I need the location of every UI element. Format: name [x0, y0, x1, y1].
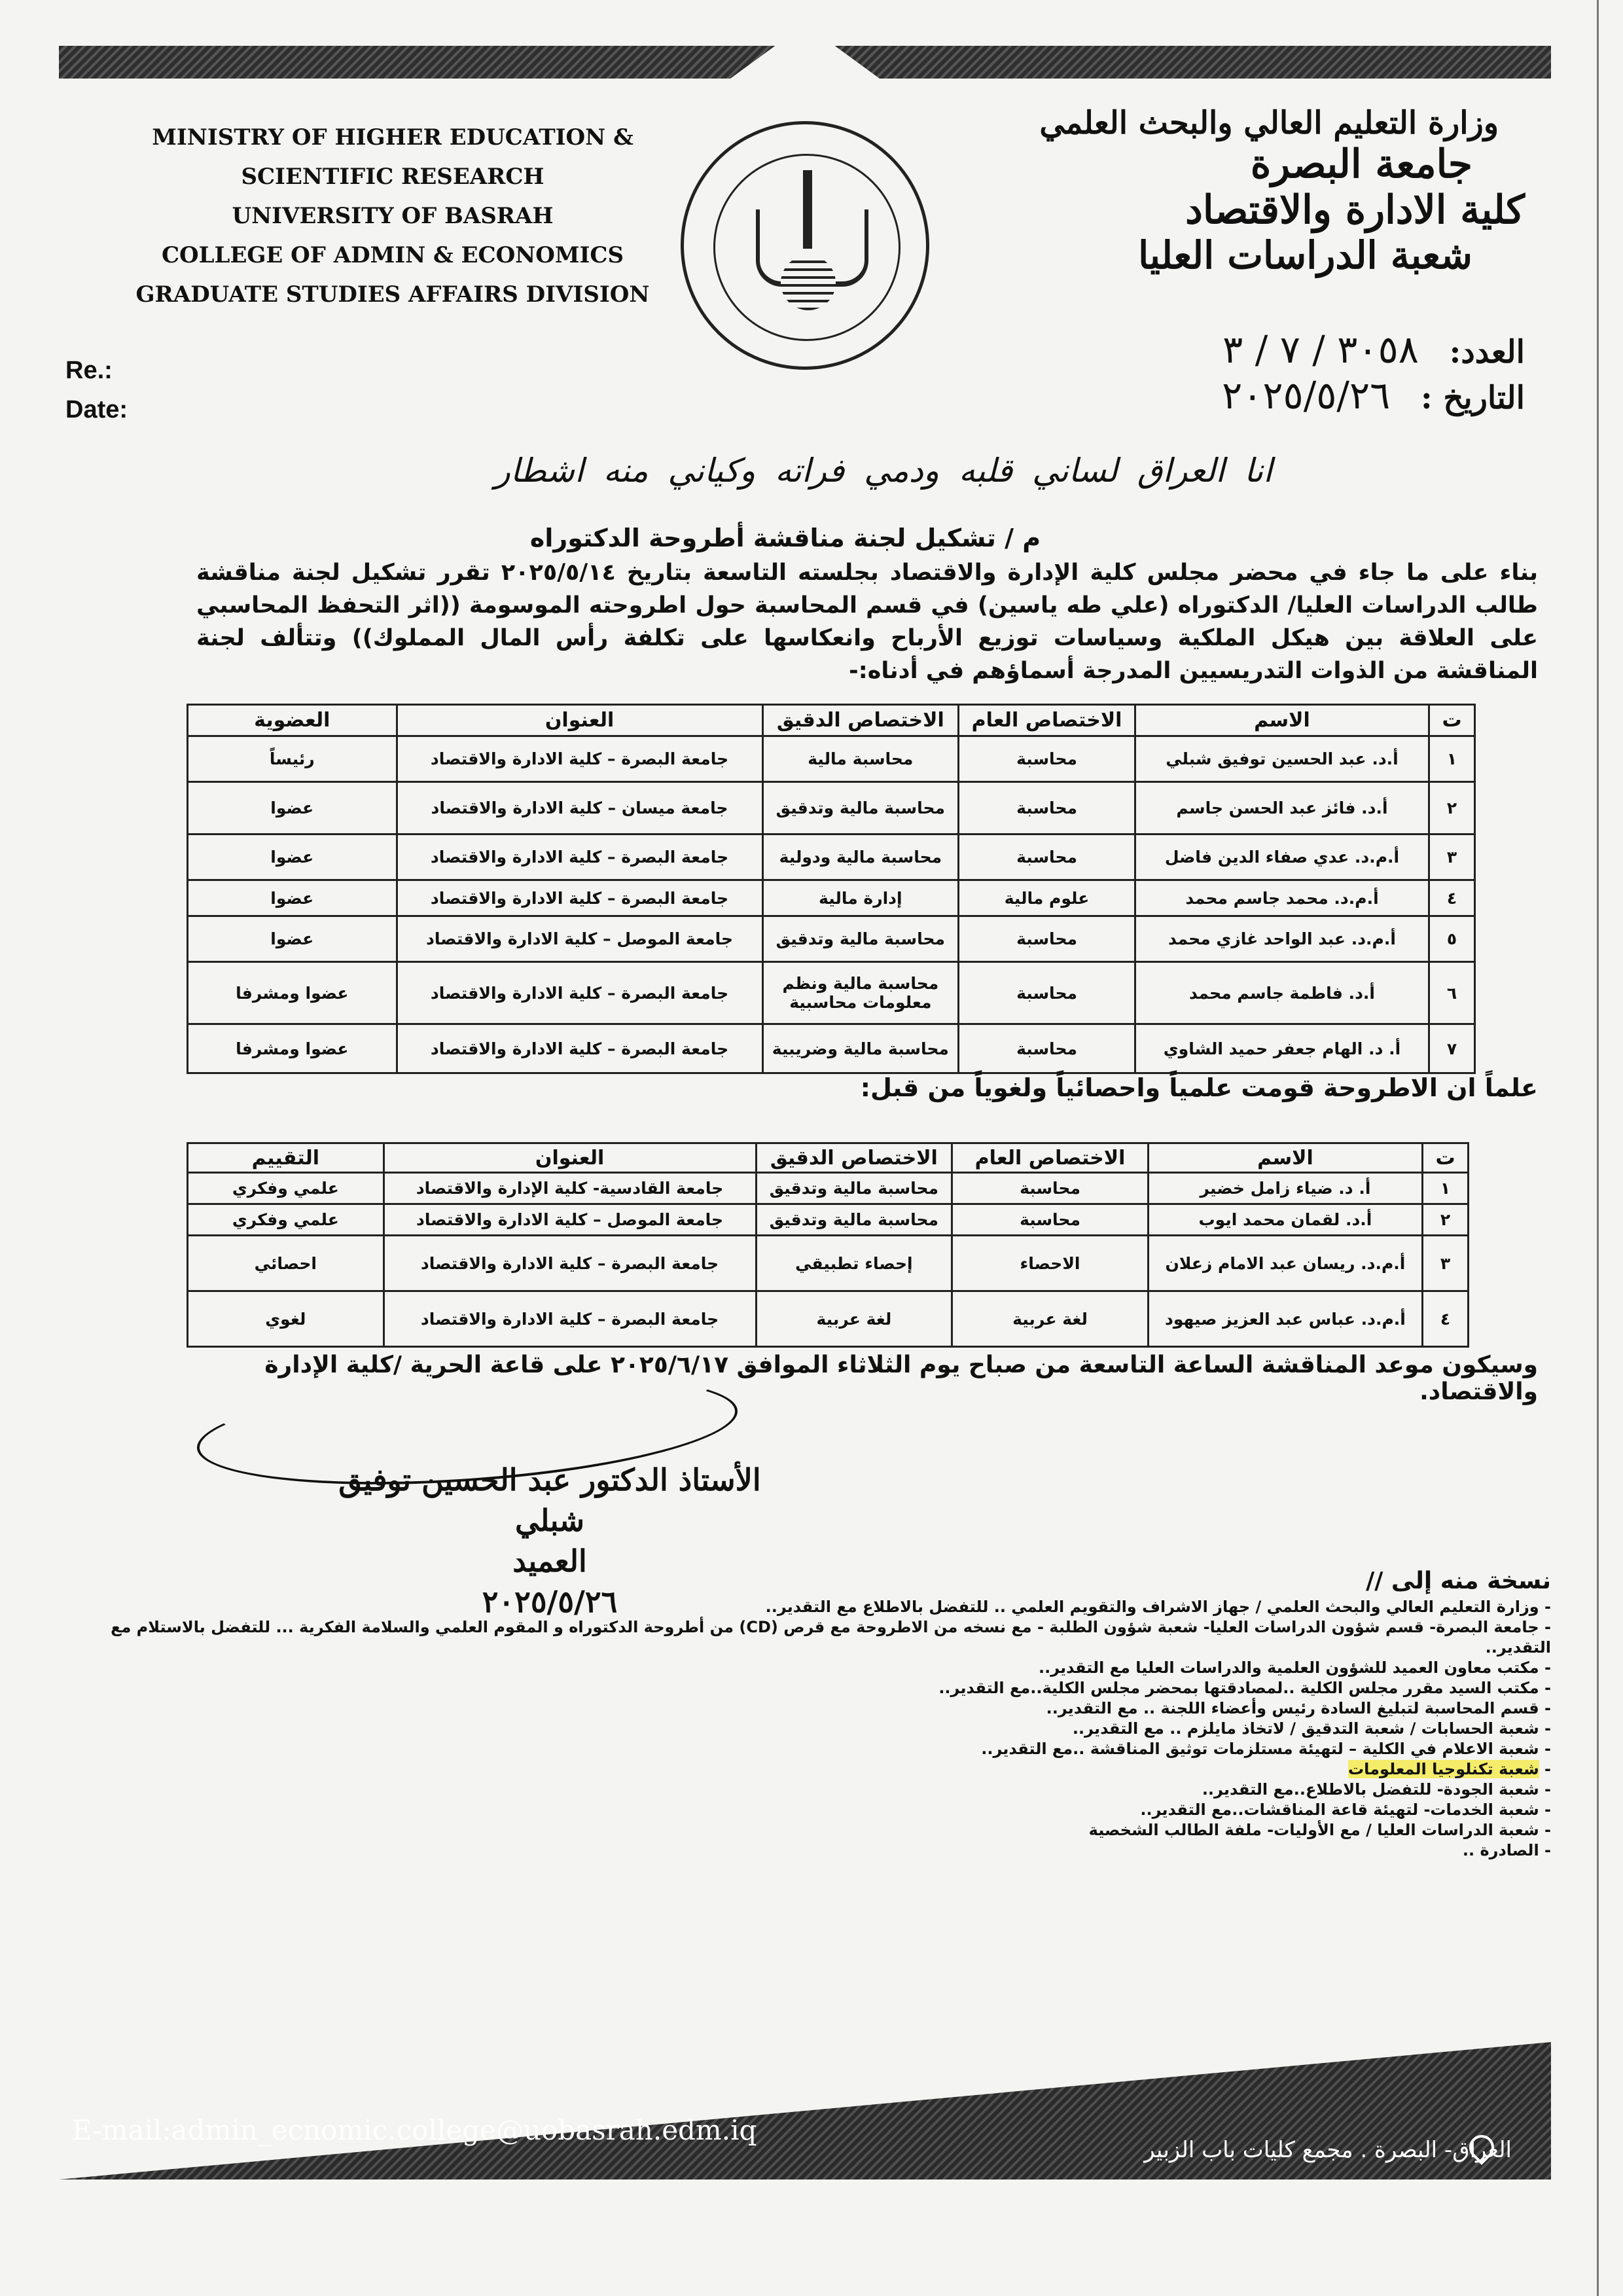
page-edge: [1597, 0, 1599, 2296]
list-item: - شعبة الحسابات / شعبة التدقيق / لاتخاذ مايلزم .. مع التقدير..: [98, 1719, 1551, 1739]
letterhead-line: وزارة التعليم العالي والبحث العلمي: [1039, 105, 1499, 141]
col-header: العنوان: [397, 705, 762, 736]
col-header: ت: [1429, 705, 1475, 736]
letterhead-line: UNIVERSITY OF BASRAH: [232, 203, 554, 229]
cell-name: أ.د. فائز عبد الحسن جاسم: [1135, 782, 1429, 834]
cell-index: ٤: [1423, 1291, 1469, 1347]
cell-role: رئيساً: [188, 736, 397, 782]
letterhead-line: كلية الادارة والاقتصاد: [1185, 187, 1525, 233]
cell-index: ٧: [1429, 1024, 1475, 1073]
table-row: [188, 880, 1475, 916]
evaluators-table: [187, 1142, 1469, 1348]
signatory-title: العميد: [512, 1543, 587, 1579]
cell-rating: لغوي: [188, 1291, 384, 1347]
list-item: - مكتب معاون العميد للشؤون العلمية والدراسات العليا مع التقدير..: [98, 1658, 1551, 1678]
cell-specific: محاسبة مالية وتدقيق: [756, 1173, 952, 1204]
col-header: الاسم: [1148, 1143, 1422, 1173]
english-letterhead: [124, 118, 661, 314]
cell-index: ٦: [1429, 962, 1475, 1024]
table-row: [188, 962, 1475, 1024]
copies-title: نسخة منه إلى //: [1366, 1568, 1551, 1594]
date-en-label: Date:: [65, 396, 128, 423]
table-row: [188, 1204, 1469, 1236]
cell-specific: محاسبة مالية وتدقيق: [756, 1204, 952, 1236]
cell-general: محاسبة: [959, 1024, 1135, 1073]
signatory-name: الأستاذ الدكتور عبد الحسين توفيق شبلي: [338, 1462, 761, 1538]
col-header: العضوية: [188, 705, 397, 736]
letterhead-line: GRADUATE STUDIES AFFAIRS DIVISION: [135, 281, 650, 308]
college-seal: [681, 121, 929, 370]
cell-general: محاسبة: [959, 736, 1135, 782]
cell-index: ٥: [1429, 916, 1475, 962]
cell-specific: محاسبة مالية: [762, 736, 959, 782]
date-line: [1222, 373, 1525, 418]
letterhead-line: MINISTRY OF HIGHER EDUCATION &: [152, 124, 633, 151]
col-header: التقييم: [188, 1143, 384, 1173]
cell-role: عضوا: [188, 834, 397, 880]
cell-rating: علمي وفكري: [188, 1204, 384, 1236]
cell-index: ١: [1429, 736, 1475, 782]
cell-name: أ.د. لقمان محمد ايوب: [1148, 1204, 1422, 1236]
list-item: - قسم المحاسبة لتبليغ السادة رئيس وأعضاء اللجنة .. مع التقدير..: [98, 1698, 1551, 1719]
cell-specific: لغة عربية: [756, 1291, 952, 1347]
col-header: الاختصاص الدقيق: [762, 705, 959, 736]
copies-list: [98, 1597, 1551, 1861]
cell-index: ٤: [1429, 880, 1475, 916]
cell-address: جامعة ميسان – كلية الادارة والاقتصاد: [397, 782, 762, 834]
cell-name: أ.م.د. عبد الواحد غازي محمد: [1135, 916, 1429, 962]
committee-table: [187, 704, 1476, 1074]
cell-name: أ.م.د. عباس عبد العزيز صيهود: [1148, 1291, 1422, 1347]
cell-address: جامعة الموصل – كلية الادارة والاقتصاد: [397, 916, 762, 962]
body-paragraph: بناء على ما جاء في محضر مجلس كلية الإدارة والاقتصاد بجلسته التاسعة بتاريخ ٢٠٢٥/٥/١٤ تقرر تشكيل لجنة مناقشة طالب الدراسات العليا/ الدكتوراه (علي طه ياسين) في قسم المحاسبة حول اطروحته الموسومة ((اثر التحفظ المحاسبي على العلاقة بين هيكل الملكية وسياسات توزيع الأرباح وانعكاسها على تكلفة رأس المال المملوك)) وتتألف لجنة المناقشة من الذوات التدريسيين المدرجة أسماؤهم في أدناه:-: [196, 560, 1538, 684]
col-header: ت: [1423, 1143, 1469, 1173]
col-header: الاختصاص الدقيق: [756, 1143, 952, 1173]
list-item: - شعبة الاعلام في الكلية – لتهيئة مستلزمات توثيق المناقشة ..مع التقدير..: [98, 1739, 1551, 1759]
cell-name: أ. د. ضياء زامل خضير: [1148, 1173, 1422, 1204]
cell-name: أ.د. عبد الحسين توفيق شبلي: [1135, 736, 1429, 782]
cell-role: عضوا: [188, 880, 397, 916]
subject-line: م / تشكيل لجنة مناقشة أطروحة الدكتوراه: [529, 524, 1041, 552]
cell-specific: محاسبة مالية وضريبية: [762, 1024, 959, 1073]
cell-general: محاسبة: [952, 1173, 1149, 1204]
cell-role: عضوا: [188, 916, 397, 962]
pen-icon: [803, 170, 812, 249]
arabic-letterhead: [1001, 105, 1525, 278]
list-item: - الصادرة ..: [98, 1840, 1551, 1861]
header-band: [59, 46, 1551, 79]
col-header: العنوان: [383, 1143, 756, 1173]
cell-general: علوم مالية: [959, 880, 1135, 916]
cell-address: جامعة الموصل – كلية الادارة والاقتصاد: [383, 1204, 756, 1236]
cell-index: ٣: [1429, 834, 1475, 880]
letterhead-line: COLLEGE OF ADMIN & ECONOMICS: [161, 242, 624, 268]
cell-address: جامعة البصرة – كلية الادارة والاقتصاد: [397, 834, 762, 880]
cell-index: ٣: [1423, 1236, 1469, 1291]
cell-specific: محاسبة مالية وتدقيق: [762, 916, 959, 962]
cell-name: أ.م.د. محمد جاسم محمد: [1135, 880, 1429, 916]
footer-address: العراق- البصرة . مجمع كليات باب الزبير: [1144, 2137, 1512, 2163]
col-header: الاسم: [1135, 705, 1429, 736]
cell-rating: احصائي: [188, 1236, 384, 1291]
cell-address: جامعة البصرة – كلية الادارة والاقتصاد: [383, 1236, 756, 1291]
letterhead-line: SCIENTIFIC RESEARCH: [241, 164, 544, 190]
letterhead-line: شعبة الدراسات العليا: [1138, 233, 1472, 278]
letterhead-line: جامعة البصرة: [1250, 141, 1472, 187]
cell-general: لغة عربية: [952, 1291, 1149, 1347]
globe-icon: [781, 255, 836, 310]
cell-index: ١: [1423, 1173, 1469, 1204]
cell-specific: محاسبة مالية ونظم معلومات محاسبية: [762, 962, 959, 1024]
list-item: - مكتب السيد مقرر مجلس الكلية ..لمصادقتها بمحضر مجلس الكلية..مع التقدير..: [98, 1678, 1551, 1698]
cell-name: أ.د. فاطمة جاسم محمد: [1135, 962, 1429, 1024]
list-item: - شعبة الخدمات- لتهيئة قاعة المناقشات..مع التقدير..: [98, 1800, 1551, 1820]
col-header: الاختصاص العام: [952, 1143, 1149, 1173]
cell-specific: محاسبة مالية ودولية: [762, 834, 959, 880]
list-item: - شعبة الجودة- للتفضل بالاطلاع..مع التقدير..: [98, 1780, 1551, 1800]
cell-index: ٢: [1429, 782, 1475, 834]
cell-address: جامعة البصرة – كلية الادارة والاقتصاد: [397, 962, 762, 1024]
cell-specific: محاسبة مالية وتدقيق: [762, 782, 959, 834]
cell-address: جامعة البصرة – كلية الادارة والاقتصاد: [397, 880, 762, 916]
cell-role: عضوا ومشرفا: [188, 1024, 397, 1073]
cell-general: الاحصاء: [952, 1236, 1149, 1291]
cell-name: أ.م.د. عدي صفاء الدين فاضل: [1135, 834, 1429, 880]
cell-address: جامعة البصرة – كلية الادارة والاقتصاد: [383, 1291, 756, 1347]
cell-address: جامعة البصرة – كلية الادارة والاقتصاد: [397, 736, 762, 782]
cell-rating: علمي وفكري: [188, 1173, 384, 1204]
cell-index: ٢: [1423, 1204, 1469, 1236]
list-item: - شعبة الدراسات العليا / مع الأوليات- ملفة الطالب الشخصية: [98, 1820, 1551, 1840]
number-line: [1222, 327, 1525, 372]
date-value: ٢٠٢٥/٥/٢٦: [1222, 373, 1391, 418]
table-row: [188, 916, 1475, 962]
cell-address: جامعة البصرة – كلية الادارة والاقتصاد: [397, 1024, 762, 1073]
cell-general: محاسبة: [959, 834, 1135, 880]
cell-specific: إحصاء تطبيقي: [756, 1236, 952, 1291]
cell-general: محاسبة: [959, 916, 1135, 962]
schedule-note: وسيكون موعد المناقشة الساعة التاسعة من صباح يوم الثلاثاء الموافق ٢٠٢٥/٦/١٧ على قاعة الحرية /كلية الإدارة والاقتصاد.: [264, 1352, 1538, 1405]
table-row: [188, 1173, 1469, 1204]
cell-role: عضوا ومشرفا: [188, 962, 397, 1024]
table-row: [188, 1236, 1469, 1291]
signature-date: ٢٠٢٥/٥/٢٦: [482, 1584, 618, 1619]
motto: انا العراق لساني قلبه ودمي فراته وكياني منه اشطار: [494, 452, 1273, 490]
table-row: [188, 1291, 1469, 1347]
cell-name: أ.م.د. ريسان عبد الامام زعلان: [1148, 1236, 1422, 1291]
table-row: [188, 736, 1475, 782]
table-row: [188, 1024, 1475, 1073]
cell-general: محاسبة: [959, 782, 1135, 834]
footer-email: E-mail:admin_ecnomic.college@uobasrah.edm.iq: [72, 2114, 757, 2146]
cell-general: محاسبة: [959, 962, 1135, 1024]
list-item: - وزارة التعليم العالي والبحث العلمي / جهاز الاشراف والتقويم العلمي .. للتفضل بالاطلاع مع التقدير..: [98, 1597, 1551, 1617]
table-row: [188, 834, 1475, 880]
col-header: الاختصاص العام: [959, 705, 1135, 736]
cell-name: أ. د. الهام جعفر حميد الشاوي: [1135, 1024, 1429, 1073]
highlighted-item: شعبة تكنلوجيا المعلومات: [1348, 1760, 1539, 1778]
date-label: التاريخ :: [1420, 380, 1525, 416]
list-item: - جامعة البصرة- قسم شؤون الدراسات العليا- شعبة شؤون الطلبة - مع نسخه من الاطروحة مع قرص (CD) من أطروحة الدكتوراه و المقوم العلمي والسلامة الفكرية ... للتفضل بالاستلام مع التقدير..: [98, 1617, 1551, 1658]
number-value: ٣٠٥٨ / ٧ / ٣: [1222, 327, 1419, 372]
number-label: العدد:: [1449, 334, 1525, 370]
evaluation-note: علماً ان الاطروحة قومت علمياً واحصائياً ولغوياً من قبل:: [860, 1073, 1538, 1102]
cell-general: محاسبة: [952, 1204, 1149, 1236]
cell-specific: إدارة مالية: [762, 880, 959, 916]
list-item: [98, 1759, 1551, 1780]
cell-role: عضوا: [188, 782, 397, 834]
table-row: [188, 782, 1475, 834]
re-label: Re.:: [65, 357, 113, 384]
cell-address: جامعة القادسية- كلية الإدارة والاقتصاد: [383, 1173, 756, 1204]
